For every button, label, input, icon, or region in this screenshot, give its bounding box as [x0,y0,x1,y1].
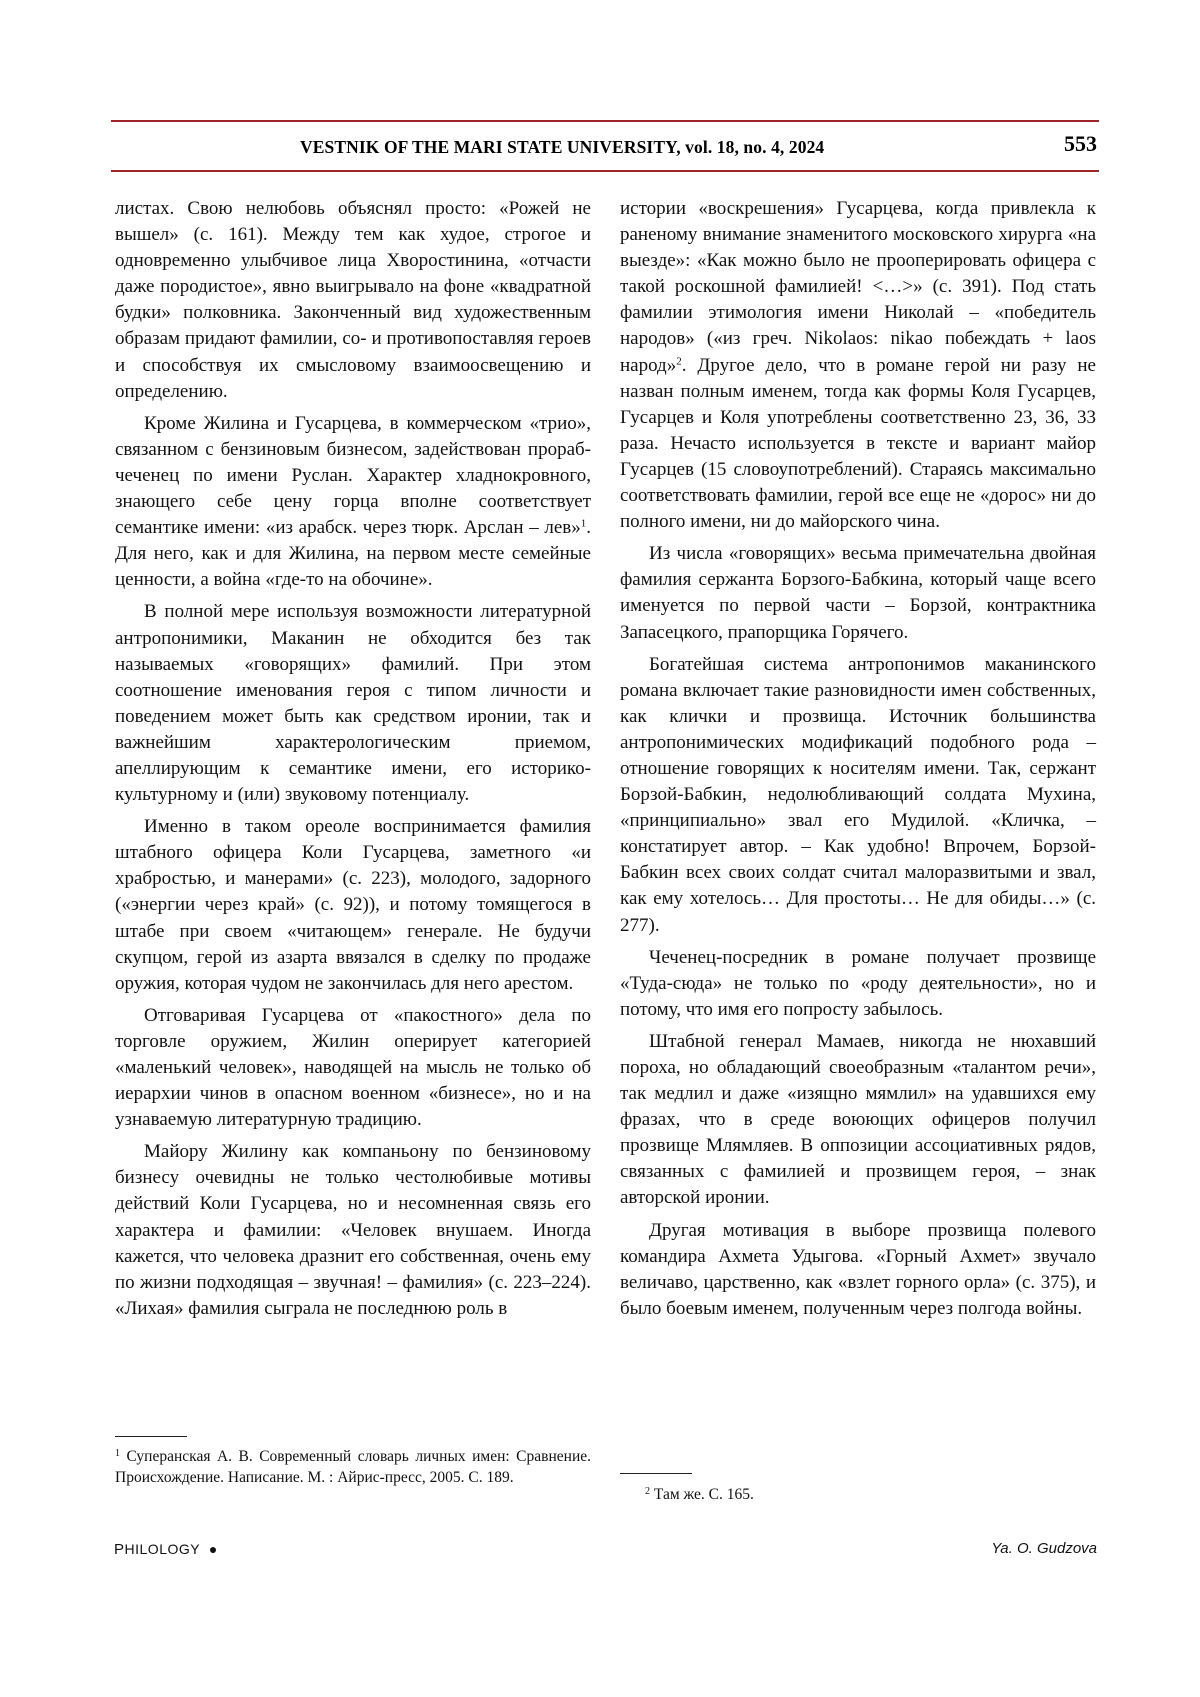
left-column [115,196,591,1328]
footnote-number: 1 [115,1448,120,1459]
paragraph: Майору Жилину как компаньону по бензиновому бизнесу очевидны не только честолюбивые мотивы действий Коли Гусарцева, но и несомненная связь его характера и фамилии: «Человек внушаем. Иногда кажется, что человека дразнит его собственная, очень ему по жизни подходящая – звучная! – фамилия» (с. 223–224). «Лихая» фамилия сыграла не последнюю роль в [115,1141,591,1319]
paragraph-text: . Другое дело, что в романе герой ни разу не назван полным именем, тогда как формы Коля Гусарцев, Гусарцев и Коля употреблены соответственно 23, 36, 33 раза. Нечасто используется в тексте и вариант майор Гусарцев (15 словоупотреблений). Стараясь максимально соответствовать фамилии, герой все еще не «дорос» ни до полного имени, ни до майорского чина. [620,354,1096,533]
footnote-text: Суперанская А. В. Современный словарь личных имен: Сравнение. Происхождение. Написание. М. : Айрис-пресс, 2005. С. 189. [115,1448,591,1486]
footer-section [114,1541,218,1558]
paragraph-text: Кроме Жилина и Гусарцева, в коммерческом «трио», связанном с бензиновым бизнесом, задействован прораб-чеченец по имени Руслан. Характер хладнокровного, знающего себе цену горца вполне соответствует семантике имени: «из арабск. через тюрк. Арслан – лев» [115,412,591,539]
paragraph: Другая мотивация в выборе прозвища полевого командира Ахмета Удыгова. «Горный Ахмет» звучало величаво, царственно, как «взлет горного орла» (с. 375), и было боевым именем, полученным через полгода войны. [620,1219,1096,1319]
footnote-separator [115,1436,187,1437]
paragraph [115,411,591,594]
paragraph: Чеченец-посредник в романе получает прозвище «Туда-сюда» не только по «роду деятельности», но и потому, что имя его попросту забылось. [620,946,1096,1020]
paragraph: Из числа «говорящих» весьма примечательна двойная фамилия сержанта Борзого-Бабкина, который чаще всего именуется по первой части – Борзой, контрактника Запасецкого, прапорщика Горячего. [620,543,1096,643]
footnote-2 [645,1485,1085,1506]
footer-author: Ya. O. Gudzova [991,1540,1097,1557]
paragraph: В полной мере используя возможности литературной антропонимики, Маканин не обходится без так называемых «говорящих» фамилий. При этом соотношение именования героя с типом личности и поведением может быть как средством иронии, так и важнейшим характерологическим приемом, апеллирующим к семантике имени, его историко-культурному и (или) звуковому потенциалу. [115,601,591,806]
paragraph: листах. Свою нелюбовь объяснял просто: «Рожей не вышел» (с. 161). Между тем как худое, строгое и одновременно улыбчивое лица Хворостинина, «отчасти даже породистое», явно выигрывало на фоне «квадратной будки» полковника. Законченный вид художественным образам придают фамилии, со- и противопоставляя героев и способствуя их смысловому взаимоосвещению и определению. [115,198,591,402]
paragraph-text: истории «воскрешения» Гусарцева, когда привлекла к раненому внимание знаменитого московского хирурга «на выезде»: «Как можно было не прооперировать офицера с такой роскошной фамилией! <…>» (с. 391). Под стать фамилии этимология имени Николай – «победитель народов» («из греч. Nikolaos: nikao побеждать + laos народ» [620,198,1096,376]
bullet-icon: ● [208,1541,218,1557]
section-name: HILOLOGY [124,1541,201,1557]
footnote-text: Там же. С. 165. [650,1486,754,1503]
paragraph [620,196,1096,535]
footnote-1 [115,1447,591,1488]
journal-running-title: VESTNIK OF THE MARI STATE UNIVERSITY, vol. 18, no. 4, 2024 [300,137,825,157]
footnote-number: 2 [645,1486,650,1497]
paragraph: Именно в таком ореоле воспринимается фамилия штабного офицера Коли Гусарцева, заметного «и храбростью, и манерами» (с. 223), молодого, задорного («энергии через край» (с. 92)), и потому томящегося в штабе при своем «читающем» генерале. Не будучи скупцом, герой из азарта ввязался в сделку по продаже оружия, которая чудом не закончилась для него арестом. [115,816,591,994]
footnote-ref[interactable]: 1 [580,517,587,530]
paragraph: Штабной генерал Мамаев, никогда не нюхавший пороха, но обладающий своеобразным «талантом речи», так медлил и даже «изящно мямлил» на удавшихся ему фразах, что в среде воюющих офицеров получил прозвище Млямляев. В оппозиции ассоциативных рядов, связанных с фамилией и прозвищем героя, – знак авторской иронии. [620,1030,1096,1209]
header-rule-bottom [111,170,1099,172]
header-rule-top [111,120,1099,122]
page-number: 553 [1064,131,1097,156]
paragraph: Богатейшая система антропонимов маканинского романа включает такие разновидности имен собственных, как клички и прозвища. Источник большинства антропонимических модификаций подобного рода – отношение говорящих к носителям имени. Так, сержант Борзой-Бабкин, недолюбливающий солдата Мухина, «принципиально» звал его Мудилой. «Кличка, – констатирует автор. – Как удобно! Впрочем, Борзой-Бабкин всех своих солдат считал малоразвитыми и звал, как ему хотелось… Для простоты… Не для обиды…» (с. 277). [620,653,1096,936]
right-column [620,196,1096,1328]
paragraph: Отговаривая Гусарцева от «пакостного» дела по торговле оружием, Жилин оперирует категорией «маленький человек», наводящей на мысль не только об иерархии чинов в опасном военном «бизнесе», но и на узнаваемую литературную традицию. [115,1004,591,1131]
section-initial: P [114,1541,125,1558]
footnote-separator [620,1473,692,1474]
footnote-ref[interactable]: 2 [676,354,682,367]
paragraph-text: . Для него, как и для Жилина, на первом месте семейные ценности, а война «где-то на обочине». [115,517,591,591]
